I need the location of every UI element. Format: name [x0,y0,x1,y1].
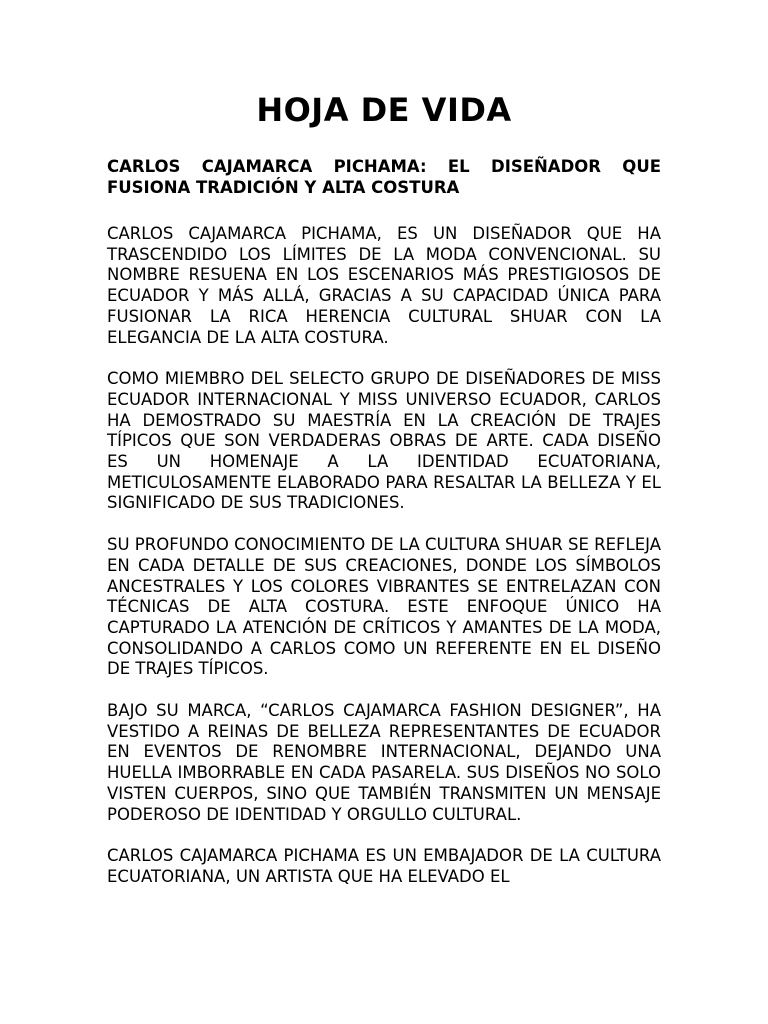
paragraph-3: SU PROFUNDO CONOCIMIENTO DE LA CULTURA SHUAR SE REFLEJA EN CADA DETALLE DE SUS CREACIONES, DONDE LOS SÍMBOLOS ANCESTRALES Y LOS COLORES VIBRANTES SE ENTRELAZAN CON TÉCNICAS DE ALTA COSTURA. ESTE ENFOQUE ÚNICO HA CAPTURADO LA ATENCIÓN DE CRÍTICOS Y AMANTES DE LA MODA, CONSOLIDANDO A CARLOS COMO UN REFERENTE EN EL DISEÑO DE TRAJES TÍPICOS. [107,535,661,679]
paragraph-2: COMO MIEMBRO DEL SELECTO GRUPO DE DISEÑADORES DE MISS ECUADOR INTERNACIONAL Y MISS UNIVERSO ECUADOR, CARLOS HA DEMOSTRADO SU MAESTRÍA EN LA CREACIÓN DE TRAJES TÍPICOS QUE SON VERDADERAS OBRAS DE ARTE. CADA DISEÑO ES UN HOMENAJE A LA IDENTIDAD ECUATORIANA, METICULOSAMENTE ELABORADO PARA RESALTAR LA BELLEZA Y EL SIGNIFICADO DE SUS TRADICIONES. [107,369,661,513]
paragraph-1: CARLOS CAJAMARCA PICHAMA, ES UN DISEÑADOR QUE HA TRASCENDIDO LOS LÍMITES DE LA MODA CONVENCIONAL. SU NOMBRE RESUENA EN LOS ESCENARIOS MÁS PRESTIGIOSOS DE ECUADOR Y MÁS ALLÁ, GRACIAS A SU CAPACIDAD ÚNICA PARA FUSIONAR LA RICA HERENCIA CULTURAL SHUAR CON LA ELEGANCIA DE LA ALTA COSTURA. [107,224,661,347]
paragraph-5: CARLOS CAJAMARCA PICHAMA ES UN EMBAJADOR DE LA CULTURA ECUATORIANA, UN ARTISTA QUE HA ELEVADO EL [107,846,661,886]
document-subtitle: CARLOS CAJAMARCA PICHAMA: EL DISEÑADOR QUE FUSIONA TRADICIÓN Y ALTA COSTURA [107,157,661,197]
document-title: HOJA DE VIDA [256,91,512,129]
document-page [107,88,661,909]
paragraph-4: BAJO SU MARCA, “CARLOS CAJAMARCA FASHION DESIGNER”, HA VESTIDO A REINAS DE BELLEZA REPRESENTANTES DE ECUADOR EN EVENTOS DE RENOMBRE INTERNACIONAL, DEJANDO UNA HUELLA IMBORRABLE EN CADA PASARELA. SUS DISEÑOS NO SOLO VISTEN CUERPOS, SINO QUE TAMBIÉN TRANSMITEN UN MENSAJE PODEROSO DE IDENTIDAD Y ORGULLO CULTURAL. [107,701,661,824]
